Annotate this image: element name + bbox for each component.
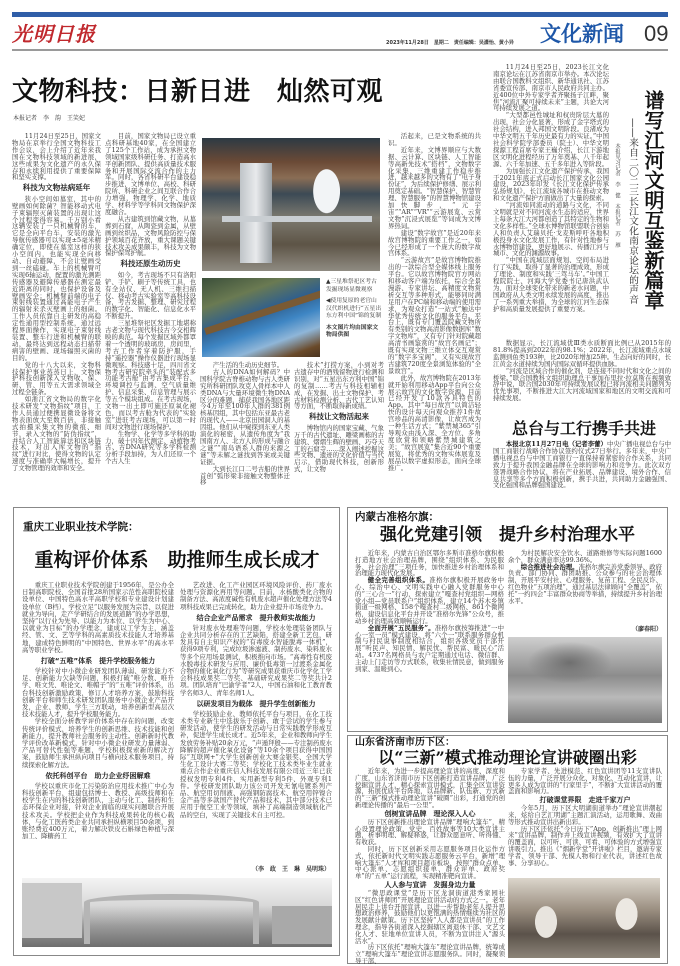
paragraph-text: 数据显示，长江流域优Ⅲ类水质断面比例已从2015年的81.8%提高到2022年的98.1%；2022年，长江流域重点水域监测到鱼类193种，比2020年增加25种。生态向好的同时，长江黄金水道持续为国内国际双循环提供血脉。 (493, 339, 671, 368)
paragraph (493, 112, 609, 167)
paragraph-text: 11月24日至25日，国家文物局在京举行全国文物科技工作会议，会上介绍了近年来我国在文物科技领域的新进展，这些成果为文化遗产的永久保存和永续利用提供了重要保障和坚实支撑。 (12, 132, 101, 182)
paragraph (12, 396, 101, 472)
paragraph-text: 创树宣讲品牌 理论深入人心 (384, 809, 476, 818)
paragraph-lead: 健全完善组织体系。 (367, 576, 430, 585)
paragraph (508, 564, 662, 605)
paragraph-text: “中国在流域层面规划、空间布局进行了实践，取得了显著的治理成效，形成了理论、制度和实践‘三驾马车’。”中国工程院院士、河海大学党委书记唐洪武认为，面对全球变化带来的新老水问题，中国政府从人类文明永续发展的高度，推出了一系列重大举措，为全球的江河生态保护和高质量发展提供了重要方案。 (493, 256, 609, 313)
paragraph (180, 711, 332, 819)
zhungeer-column-1 (355, 550, 504, 672)
paragraph (22, 718, 174, 768)
photo-machine-shape (240, 163, 272, 263)
paragraph-text: 科技让文物活起来 (309, 412, 369, 422)
subheading (22, 772, 174, 780)
paragraph (355, 890, 505, 944)
paragraph (12, 362, 101, 397)
photo-source: 本文图片均由国家文物局供图 (326, 324, 379, 338)
lead-article-column-4 (294, 362, 384, 473)
paragraph-text: 为村民解决安全饮水、道路维修等实际问题1600余个，群众满意率达99.36%。 (508, 549, 662, 564)
yangtze-byline-1: 本报见习记者 李 健 (614, 143, 620, 198)
paragraph-text: 如浙江省文物局的数字化技术研发“文物指纹”项目，工作人员通过便携显微设备将文物表面放大至数百倍，非接触式拍摄采集文物的微痕、细节，录入文物的“防伪指纹”，并结合人工智能算法和区块链技术，对出入库文物的“指纹”进行对比，使得文物的认定速度与准确率大幅增长，提升了文物管理的效率和安全。 (12, 395, 101, 473)
chongqing-label: 重庆工业职业技术学院： (23, 521, 139, 533)
zhungeer-title: 强化党建引领 提升乡村治理水平 (380, 525, 635, 545)
paragraph (22, 783, 174, 841)
paragraph-text: 如今，考古现场不只有洛阳铲、手铲、刷子等传统工具，也有全站仪、无人机、三维扫描仪、移动考古实验室等高科技设备，考古发掘、整理、研究过程的数字化、智能化、信息化水平不断提升。 (105, 270, 196, 321)
photo-building-shape (22, 883, 82, 938)
masthead-top-bar (12, 12, 668, 17)
paragraph (508, 805, 662, 825)
paragraph-text: 准格尔旗完善党委领导、政府负责、部门协同、群团助推、公众参与的社会治理体制，开展平安村社、心理服务、复苗工程、全民反诈、红色物业“五项治理”，通过基层法律顾问“全覆盖”，依托“一约四会”丰富群众协商等举措，持续提升乡村治理水平。 (508, 562, 663, 605)
paragraph (105, 431, 196, 466)
dateline: 2023年11月28日 星期二 责任编辑：吴潇怡、黄小异 (386, 40, 514, 46)
paragraph-text: 科技还原生动历史 (120, 259, 181, 269)
paragraph-text: 活起来，已是文物系统的共识。 (388, 132, 481, 147)
paragraph (508, 826, 662, 867)
paragraph-text: 学校鼓励企业、教师依托平台与项目，在化工技术类专业新生中选拔乐于创新、敢于尝试的学生参与研发活动，使学生的研发活动与日常实践教学形成互补，促进学生成长成才。近5年来，企业和教师向学生发放劳务补贴20余万元，“声遁拜殷——专注制药废水降解的超声催化氧化设备”等10余个项目获得中国国际“互联网+”大学生创新创业大赛金银奖、全国大学生化工设计大赛二等奖；学校化工技术类毕业生就业重点合作企业重庆信人科技发展有限公司近三年已获授权发明专利4件、实用新型专利5件、外观专利1件。学校研发团队助力该公司开发无氰电镀系列产品、航空用切削液、高强钢防腐技术、航空用锌镍合金产品等多款国产替代产品和技术，其中部分技术已应用于航空工业等领域，填补了高端制造领域航化产品的空白，实现了关键技术自主可控。 (180, 709, 332, 819)
paragraph-text: 艺改进、化工产业园区环境风险评价、药厂废水处理与资源化再用等问题。目前，水杨酸类化合物的制备方法、高浓度碱性有机废水超声催化处理方法等4项科技成果已完成转化，助力企业提升市场竞争力。 (180, 581, 332, 611)
paragraph-text: 学校以重庆市化工污染防治应用技术推广中心为科技创新平台，组建包括博士、教授、高级技师和在校学生在内的科技创新团队，主动与化工、制药和生态环保企业对接，针对企业面临的现实问题联合开展技术攻关。学校把企业作为科技成果转化的核心载体，与化工医药类企业共同承担纵横项目50余项，到账经费近400万元，着力解决铁皮石斛绿色种植与深加工、降糖药工 (22, 781, 174, 841)
chongqing-column-2 (180, 582, 332, 819)
photo-loom-beam (204, 288, 320, 335)
photo1-caption: ▲三星堆祭祀区考古发掘现场显微观察 (326, 279, 377, 293)
chongqing-credit: （李 政 王 琳 吴明珠） (251, 866, 330, 873)
paragraph-text: “云游故宫”是故宫博物院推出的一款综合型全媒体线上服务平台。它以故宫博物院官方网站和移动客户端为依托，综合全景漫游、专家讲坛、高精度文物赏析交互等多种形式，能够同时满足用户在PC端和移动端的使用需求，为观众打造“一站式”触达中华优秀传统文化的服务平台。平台上，既有专门覆盖院藏文物所有类别的文物高清影像数据库“数字文物库”，又有专门针对院藏超高清书画鉴赏的“故宫名画记”；既有实现文物三维立体交互观赏的“数字多宝阁”，又有实现故宫古建筑720度全景浏览体验的“全景故宫”。 (388, 256, 481, 375)
seniors-lecture-photo (508, 878, 660, 958)
paragraph (294, 425, 384, 473)
paragraph-text: 此外，故宫博物院在2013年就开始利用移动App平台向公众展示故宫的文化数字资源，目前已经开发了10款各具特色的App。其中“每日故宫”以简洁轻快的设计每天向观众推荐1件故宫珍品的高清影像，让故宫成为一种生活方式；“紫禁城365”引导观众由浅入深、全方位、多角度欣赏和领略紫禁城建筑之美；“故宫展览”集合近90个重要展览，将优秀的文物实体展览及展品以数字虚拟形态，面向全球推广。 (388, 373, 481, 472)
subheading (294, 413, 384, 422)
paragraph-text: 目前，国家文物局已设立重点科研基地40家，在全国建立了125个工作站，成为承担文物领域国家级科研任务、打造高水平创新团队、提供高质量技术服务和开展国际交流合作的主力军。同时，各省科研平台建设稳步推进，文博单位、高校、科研院所、科研企业之间互联合作合力增强，物理学、化学、地质学、材料学等学科同文物保护深度融合。 (105, 132, 196, 216)
paragraph-text: 学校针对中小微企业研发团队薄弱、研发能力不足、创新能力欠缺等问题，积极打破“唯分数、唯升学、唯文凭、唯论文、唯帽子”的“五唯”评价体系，出台科技创新激励政策，修订人才培养方案，鼓励科技创新平台和师生技术研发团队服务中小微企业产品开发，企业、教师、学生三方联动，培养创新型高层次技术技能人才，提升学校服务能力。 (22, 667, 174, 719)
paragraph-text: 为加强长江文化遗产保护传承，我国于2021年底正式启动长江国家文化公园建设，2023年印发《长江文化保护传承弘扬规划》，长江流域各城市在推动文物和文化遗产保护方面做出了大量的探索。 (493, 166, 609, 203)
lixia-column-1 (355, 768, 505, 965)
paragraph-text: 近年来，内蒙古自治区鄂尔多斯市准格尔旗积极打造地方社会治理品牌，围绕“组织体系、为民服务、社会治理”三项任务，加快推进乡村治理体系和治理能力现代化发展。 (355, 549, 504, 578)
zhungeer-column-2 (508, 550, 662, 604)
loom-brocade-photo (202, 278, 320, 357)
paragraph (355, 768, 505, 809)
paragraph-text: 以研发项目为载体 提升学生创新能力 (196, 699, 316, 708)
paragraph (105, 133, 196, 216)
masthead-divider (12, 49, 668, 51)
paragraph (493, 257, 609, 312)
lead-article-column-1 (12, 133, 101, 472)
paragraph (493, 168, 609, 203)
paragraph (388, 257, 481, 374)
paragraph-text: 历下区创新推出理论宣讲品牌“理响大篷车”，精心设置理论政策、党史、百姓故事等10大类宣讲主题，析事明理、解疑释惑，让群众愿意听、听得懂、有收获。 (355, 817, 505, 847)
paragraph-text: 科技为文物祛病延年 (22, 183, 91, 193)
lead-article-title: 文物科技：日新日进 灿然可观 (12, 77, 384, 107)
paragraph (388, 375, 481, 472)
paragraph (355, 550, 504, 577)
subheading (180, 614, 332, 622)
paragraph-text: 技术”打捞方案，小到对考古遗存中的酒残留物进行检测和识别，对“五星出东方利中国”锦的复制……考古与科技相辅相成，在发掘、出土文物保护、考古材料检测分析、古代工艺认知等方面，不断取得新成绩。 (294, 361, 384, 411)
paragraph-lead: 全面开展“五民服务”。 (367, 623, 435, 632)
subheading (22, 657, 174, 665)
lixia-title: 以“三新”模式推动理论宣讲破圈出彩 (378, 748, 637, 767)
subheading (508, 796, 662, 804)
photo2-caption: ◀使用复原的老官山汉代织机进行“五星出东方利中国”锦的复制 (326, 298, 382, 319)
paragraph-text: 中央广播电视总台与中国工商银行战略合作协议签约仪式27日举行。多年来，中央广播电视总台与中国工商银行一直保持着紧密的合作关系，共同致力于提升我国金融品牌在全球的影响力和竞争力。此次双方签署战略合作协议，将在产业拓展、品牌建设、境外合作、信息共享等多个方面积极创新，携手共进，共同助力金融强国、文化强国和品牌强国建设。 (493, 440, 672, 490)
photo-captions (326, 279, 382, 344)
newspaper-logo: 光明日报 (12, 22, 96, 46)
paragraph-text: 重庆工业职业技术学院创建于1956年，是公办全日制高职院校、全国首批28所国家示范性高职院校建设单位、中国特色高水平高职学校和专业建设计划建设单位（B档）。学校立足“以服务发展为宗旨、以促进就业为导向，走产学研结合的发展道路”的办学思想，坚持“以行业为先导、以能力为本位、以学生为中心、以就业为目标”的办学理念，建成以工学为主，涵盖经、管、文、艺等学科的高素质技术技能人才培养基地，建成特色鲜明的“中国特色、世界水平”的高水平高等职业学校。 (22, 581, 174, 654)
paragraph-text: 专家学者、先进模范、红色宣讲团等11支宣讲队伍的力量，广泛开展分众化、对象化、互动化宣讲，让更多人成为宣讲的“行家里手”，不断扩大宣讲活动的覆盖面和影响力。 (508, 767, 662, 796)
lead-article-column-3 (200, 362, 290, 486)
paragraph-text: 准格尔旗积极开展政务中心、综治中心、文明实践中心融入党群服务中心的“三心合一”行动，探索建立“嘎查村党组织—网格党小组—党员联系户”组织体系，建立14个苏木乡镇街道一级网格、158个嘎查村二级网格、861个微网格，建设信息化平台并开设“准格尔先锋”公众号，推动乡村治理高效顺畅运行。 (355, 576, 505, 625)
paragraph-text: 建设“数字故宫”是近20年来故宫博物院的重要工作之一，如今已经形成了一个庞大的数字故宫体系。 (388, 228, 481, 258)
paragraph-text: 党的十八大以来，文物科技保护事业蒸蒸日上，文物保护科技创新深入文物收、保、研、管、用等五大需求领域全过程全链条。 (12, 360, 101, 397)
paragraph-text: 三星堆祭祀区发掘工地堪称古老文物与现代科技古今交相辉映的典范。每个发掘区域外都罩着一个透明的玻璃房，房间里，考古工作者穿着防护服，手持“遥控器”操作仪器进行现场显微观察。科技感十足，四川省文物考古研究院牵头的“装配式多功能考古舱”由考古集成平台、环境调控与监测、空气质量维护、信息采集、信息管理与展示等五个模块组成。在考古现场，文物一出土即可施还原氧化褪色，而以考古舱为代表的“实验室”进驻考古现场，可以第一时间对文物进行现场保护。 (105, 319, 196, 431)
subheading (12, 184, 101, 193)
lab-sterilization-photo (202, 138, 380, 271)
lixia-column-2 (508, 768, 662, 866)
lead-article-byline: 本报记者 李 韵 王笑妃 (13, 115, 86, 122)
paragraph-text: 产生活的生动历史细节。 (212, 361, 284, 369)
paragraph-text: 历下区还依托“今日历下”App，创新推出“理上网来”宣讲品牌，制作并上线宣讲视频，有效扩大了宣讲的覆盖面，以可听、可读、可看、可体验的方式增强宣讲吸引力。推出《“烟新学堂”开讲啦》栏目，邀请专家学者、领导干部、先模人物和行业代表，讲述红色故事、分享初心。 (508, 824, 662, 867)
subheading (105, 260, 196, 269)
paragraph-text: “河流如同流动的道路与文化，不同文明就是对不同河流水生态的适应，世界上每条大江大河都创造了其特定的生物和文化多样性。”全球水博物馆联盟联合创始人和负责人艾瑞贝托·戈麦斯呼吁各地积极投身水文化发展工作，有针对性地参与水博物馆建设，更好地展示、传播江河与城市、文化的渊源故事。 (493, 201, 609, 258)
subheading (355, 810, 505, 818)
photo-building-shape (272, 906, 332, 944)
zhungeer-credit: （廖春阳） (631, 626, 662, 633)
paragraph (200, 369, 290, 466)
paragraph (105, 272, 196, 320)
paragraph-text: “大型都邑性城址和权贵阶层大墓的出现，社会分化显著，形成了金字塔式的社会结构，进入邦国文明阶段。良渚成为中华文明五千年历史最有力的实证。”中国社会科学院学部委员（院士）、中华文明探源工程首席专家王巍介绍，长江下游地区文明化进程经历了万年奠基、八千年起源、六千年加速、五千多年进入等阶段。 (493, 111, 609, 168)
paragraph-text: 依托科创平台 助力企业纾困解难 (45, 771, 151, 780)
paragraph-text: 近年来，为进一步提高理论宣讲的高度、深度和广度，山东省济南市历下区创新打造宣讲品牌，广泛挖掘宣讲人才，精心探索宣讲模式，汇集全区宣讲资源，拓展优质平台阵地，以品牌新、队伍新、方式新的“三新”模式推动理论宣讲“破圈”出彩，打通党的创新理论传播的“最后一公里”。 (355, 767, 505, 809)
paragraph-text: 准格尔旗按筹推进“一中心一室一员”模式建设，将“六个一”联系服务群众机制与村民说事制度相结合，组织各级党员干部开展“听民声、知民情、解民忧、帮民富、暖民心”活动。4737名网格员与农户定期通过电话、微信群、主动上门走访等方式联系，收集社情民意，做到服务到家、温暖到心。 (355, 623, 504, 673)
paragraph (508, 550, 662, 564)
paragraph-text: 同时，历下区创新采用志愿服务项目化运作方式，依托新时代文明实践志愿服务云平台，新增“理响大篷车”人才库和项目超市板块，按照“群众点单、中心派单、志愿组织接单、群众评单、政府奖单”的“五单”运行流程，实现精准靶向宣讲。 (355, 844, 505, 881)
paragraph (355, 625, 504, 673)
paragraph (493, 340, 671, 368)
paragraph (355, 819, 505, 846)
campus-gate-panorama-photo (22, 878, 332, 947)
paragraph (180, 582, 332, 611)
paragraph (294, 362, 384, 410)
paragraph-text: 博物馆内的国家宝藏、气象万千的古代遗址、雕梁画栋的古建筑、熠熠生辉的壁画、巧夺天工的石窟寺……深入阐述挖掘这些文物、遗迹的文化价值与当代启示，借助现代科技，创新形式，让文物 (294, 423, 384, 474)
lead-article-column-2 (105, 133, 196, 465)
paragraph (180, 625, 332, 697)
paragraph-text: 从古建筑到馆藏文物，从墓葬到石窟，从陶瓷到金属，从壁画到丝织品，文物风险防控与保护领域百花齐放，重大课题关键技术攻关成果颇丰，科技为文物保护保驾护航。 (105, 214, 196, 258)
paragraph (105, 216, 196, 257)
paragraph (355, 577, 504, 625)
paragraph-lead: 综合推进社会治理。 (520, 562, 579, 571)
paragraph-text: 11月24日至25日，2023长江文化南京论坛在江苏省南京市举办。本次论坛由联合国教科文组织、新华通讯社、江苏省委宣传部、南京市人民政府共同主办。近400位中外专家学者齐聚扬子江畔，聚焦“河流汇聚可持续未来”主题，共论大河可持续发展之道。 (493, 63, 609, 113)
paragraph (493, 64, 609, 112)
paragraph-text: “河流是区域合作的催化剂，是连接不同时代和文化之间的桥梁。”联合国教科文组织助理总干事加布里拉·拉莫斯在视频致辞中说，联合国2030年可持续发展议程已将河流相关问题列为优先事项，不断推进大江大河流域国家和地区的文明交流和可持续发展。 (493, 366, 671, 403)
paragraph-lead: 本报北京11月27日电（记者李蕾） (505, 440, 607, 448)
paragraph-text: 狭小空间如墓室，其中的壁画如何除菌？智能移动式电子束辐照灭菌装置的出现让这个过程变得容易。千万别小看这辆安装了一只机械臂的车，它是全向平台车，安装的激光导航传感器可以实现±5毫米精确定位，即使在墓室这样的狭小空间内，也能实现全向移动、自动避障，不会让壁画受到一丝磕碰。车上的机械臂可实现6轴运动，配置的激光测距传感器及避障传感器在测定最近距离的同时，也保护设备及壁画安全；机械臂前端的电子束射线装置通过高能电子产生的辐射来杀灭壁画上的细菌。工作人员依靠自主研发的高稳定性通用型控制系统，通过远程界面操作，实现电子束射线装置、整车行进和机械臂的联动，最终达到远程动态扫描带病害的壁画、现场辐照灭菌的目的。 (12, 194, 101, 362)
village-trees-photo (508, 637, 662, 723)
paragraph (22, 668, 174, 718)
section-title: 文化新闻 (540, 21, 624, 46)
chongqing-title: 重构评价体系 助推师生成长成才 (34, 549, 320, 571)
yangtze-byline-2: 本报记者 苏 雁 (614, 203, 620, 248)
photo-rail-shape (222, 216, 372, 222)
paragraph-text: 古人的DNA如何解码？中国科学院古脊椎动物与古人类研究所科研团队攻克人骨样本中人类DNA与大量环境微生物DNA区分的难题，捕获我国各地区距今4万年至100年人群的381例核基因组，其中包括东亚最古老的现代人——北京田园洞人的基因组。他们从中窥探到东亚人类演化的秘密，从遗传角度为“我国南方人、北方人的形成与融合之谜”“南岛语系人群的来源之谜”等未解之谜找到答案或关键证据。 (200, 367, 290, 466)
paragraph (12, 196, 101, 362)
cmg-article-title: 总台与工行携手共进 (512, 419, 657, 438)
lead-article-column-5 (388, 133, 481, 471)
paragraph (105, 320, 196, 431)
photo-gate-arch-shape (84, 894, 259, 944)
paragraph-text: 历下区依托“理响大篷车”理论宣讲品牌，统筹成立“理响大篷车”理论宣讲志愿服务队。同时，凝聚领导干部、 (355, 943, 505, 965)
paragraph (388, 133, 481, 147)
page-number: 09 (644, 21, 669, 46)
paragraph-text: 大到长江口二号古船的世界首创“弧形梁非接触文物整体迁移 (200, 464, 290, 487)
cmg-article-body (493, 441, 671, 489)
paragraph-text: 人人参与宣讲 发掘身边力量 (384, 880, 476, 889)
paragraph-text: “微思政课堂”是历下区龙洞街道港秀家园社区“红色讲师团”开展理论宣讲活动的方式之一。老年居民走上讲台开展宣讲，以进一步帮助老年人提升思想政治修养，鼓励他们以更饱满的热情继续为社区的发展献计献策。历下区坚持“人人都是宣讲员”的工作理念，指导各街道深入挖掘辖区离退休干部、文艺文化人才、驻地单位宣讲人员，不断为宣讲注入“源头活水”。 (355, 888, 505, 945)
yangtze-title: 谱写江河文明互鉴新篇章 (641, 90, 665, 310)
paragraph-text: 针对废水处理难等问题，学校水处理装备团队与企业共同分析存在的工艺缺陷，搭建全新工艺包，研发具有自主知识产权的“有毒废水智能脱毒一体机”，获得9项专利，完成垃圾渗滤液、制药废水、染料废水等多个应用场景测试，积极推向市场。“高毒性有机废水脱毒技术研发与应用、廉价低毒第一过渡系金属化合物的催化氧化行为”等研究成果获重庆市化学化工学会科技成果奖二等奖、基础研究成果奖二等奖共计2项。团队培育“巴渝学者”2人，中国石油和化工教育教学名师3人、青年名师1人。 (180, 623, 332, 697)
paragraph (355, 944, 505, 964)
yangtze-article-wide-column (493, 340, 671, 402)
paragraph (355, 846, 505, 880)
paragraph (22, 582, 174, 654)
paragraph-text: 打破课堂界限 走进千家万户 (539, 796, 631, 805)
paragraph-text: 打破“五唯”体系 提升学校服务能力 (40, 657, 156, 666)
paragraph (388, 230, 481, 258)
paragraph-text: 学校全面分析教学评价体系中存在的问题，改变传统评价模式，培养学生的创新思维、技术技能和创新能力，提升教师社会服务的主动性。创新新时代教学评价改革新模式，针对中小微企业研发力量薄弱、产品可替代性强等难题，学校积极探索新的解决方案，鼓励师生承担纵向项目与横向技术服务项目，持续探索化解方法。 (22, 717, 174, 769)
paragraph (12, 133, 101, 181)
yangtze-subtitle: ——来自二〇二三长江文化南京论坛的声音 (627, 118, 638, 305)
paragraph-text: 结合企业产品需求 提升教师实战能力 (196, 613, 316, 622)
paragraph (388, 147, 481, 230)
paragraph (493, 202, 609, 257)
subheading (355, 881, 505, 889)
paragraph (200, 466, 290, 487)
chongqing-column-1 (22, 582, 174, 841)
lixia-label: 山东省济南市历下区： (355, 737, 455, 748)
subheading (180, 700, 332, 708)
paragraph-text: 近年来，文博界顺应与大数据、云计算、区块链、人工智能等高新先技术“搭档”，文物数字化采集、三维重建工作稳步推进，越来越多的文物有了“电子身份证”，为后续保护修缮、展示利用奠定基础。“智慧保护、智慧管理、智慧服务”的智慧博物馆建设加快脚步，“元宇宙”“AR”“VR”“云游展览、云赏文物”沉浸式展览”等词成为文博界热词。 (388, 145, 481, 230)
paragraph (493, 368, 671, 403)
zhungeer-label: 内蒙古准格尔旗： (355, 511, 439, 523)
paragraph (508, 768, 662, 795)
paragraph-text: 今年5月，历下区大明湖街道举办“理论宣讲潮起来，炫给自艺汇明湖”主题汇演活动，运用歌舞、戏曲等形式推动宣讲出新出彩。 (508, 804, 662, 826)
yangtze-bylines (613, 143, 620, 268)
yangtze-article-column (493, 64, 609, 313)
paragraph (493, 441, 671, 489)
paragraph-text: 生物学、化学等多学科的助力，破十四年代测定、动植物考古、古DNA研究等多学科检测分析手段加持，为人们还原一个个古人生 (105, 429, 196, 466)
